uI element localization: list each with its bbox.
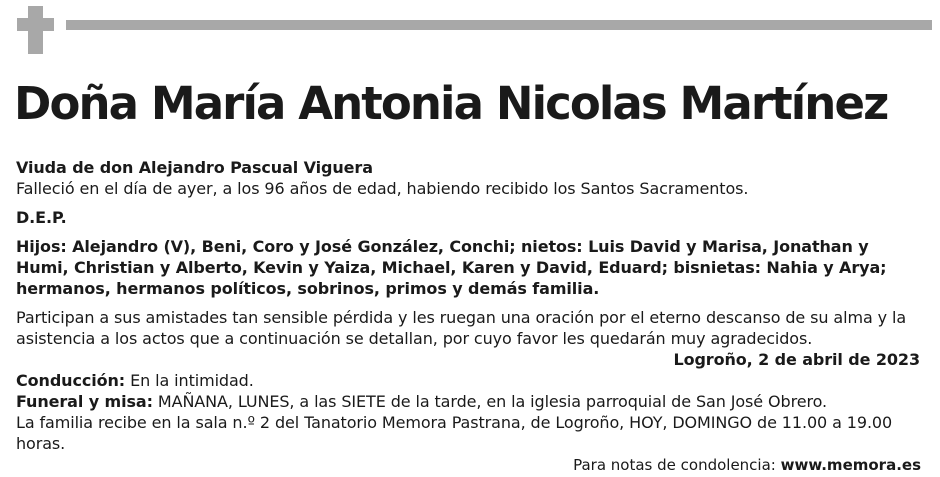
condolence-link[interactable]: www.memora.es (780, 456, 921, 474)
conduccion-text: En la intimidad. (130, 371, 254, 390)
conduccion-label: Conducción: (16, 371, 126, 390)
header-rule (66, 20, 932, 30)
condolence-label: Para notas de condolencia: (573, 456, 776, 474)
obituary-body (16, 157, 922, 454)
announcement: Participan a sus amistades tan sensible pérdida y les ruegan una oración por el eterno descanso de su alma y la asistencia a los actos que a continuación se detallan, por cuyo favor les quedarán muy agradecidos. (16, 308, 907, 348)
condolence-footer (573, 456, 921, 475)
wake-line: La familia recibe en la sala n.º 2 del Tanatorio Memora Pastrana, de Logroño, HOY, DOMINGO de 11.00 a 19.00 horas. (16, 413, 893, 453)
cross-icon (17, 6, 54, 54)
place-date: Logroño, 2 de abril de 2023 (673, 350, 920, 369)
funeral-label: Funeral y misa: (16, 392, 153, 411)
widow-line: Viuda de don Alejandro Pascual Viguera (16, 158, 373, 177)
deceased-name: Doña María Antonia Nicolas Martínez (14, 77, 888, 130)
dep-line: D.E.P. (16, 208, 67, 227)
family-list: Hijos: Alejandro (V), Beni, Coro y José González, Conchi; nietos: Luis David y Marisa, Jonathan y Humi, Christian y Alberto, Kevin y Yaiza, Michael, Karen y David, Eduard; bisnietas: Nahia y Arya; hermanos, hermanos políticos, sobrinos, primos y demás familia. (16, 237, 887, 298)
death-line: Falleció en el día de ayer, a los 96 años de edad, habiendo recibido los Santos Sacramentos. (16, 179, 749, 198)
funeral-text: MAÑANA, LUNES, a las SIETE de la tarde, en la iglesia parroquial de San José Obrero. (157, 392, 827, 411)
funeral-line (16, 391, 922, 412)
conduccion-line (16, 370, 922, 391)
